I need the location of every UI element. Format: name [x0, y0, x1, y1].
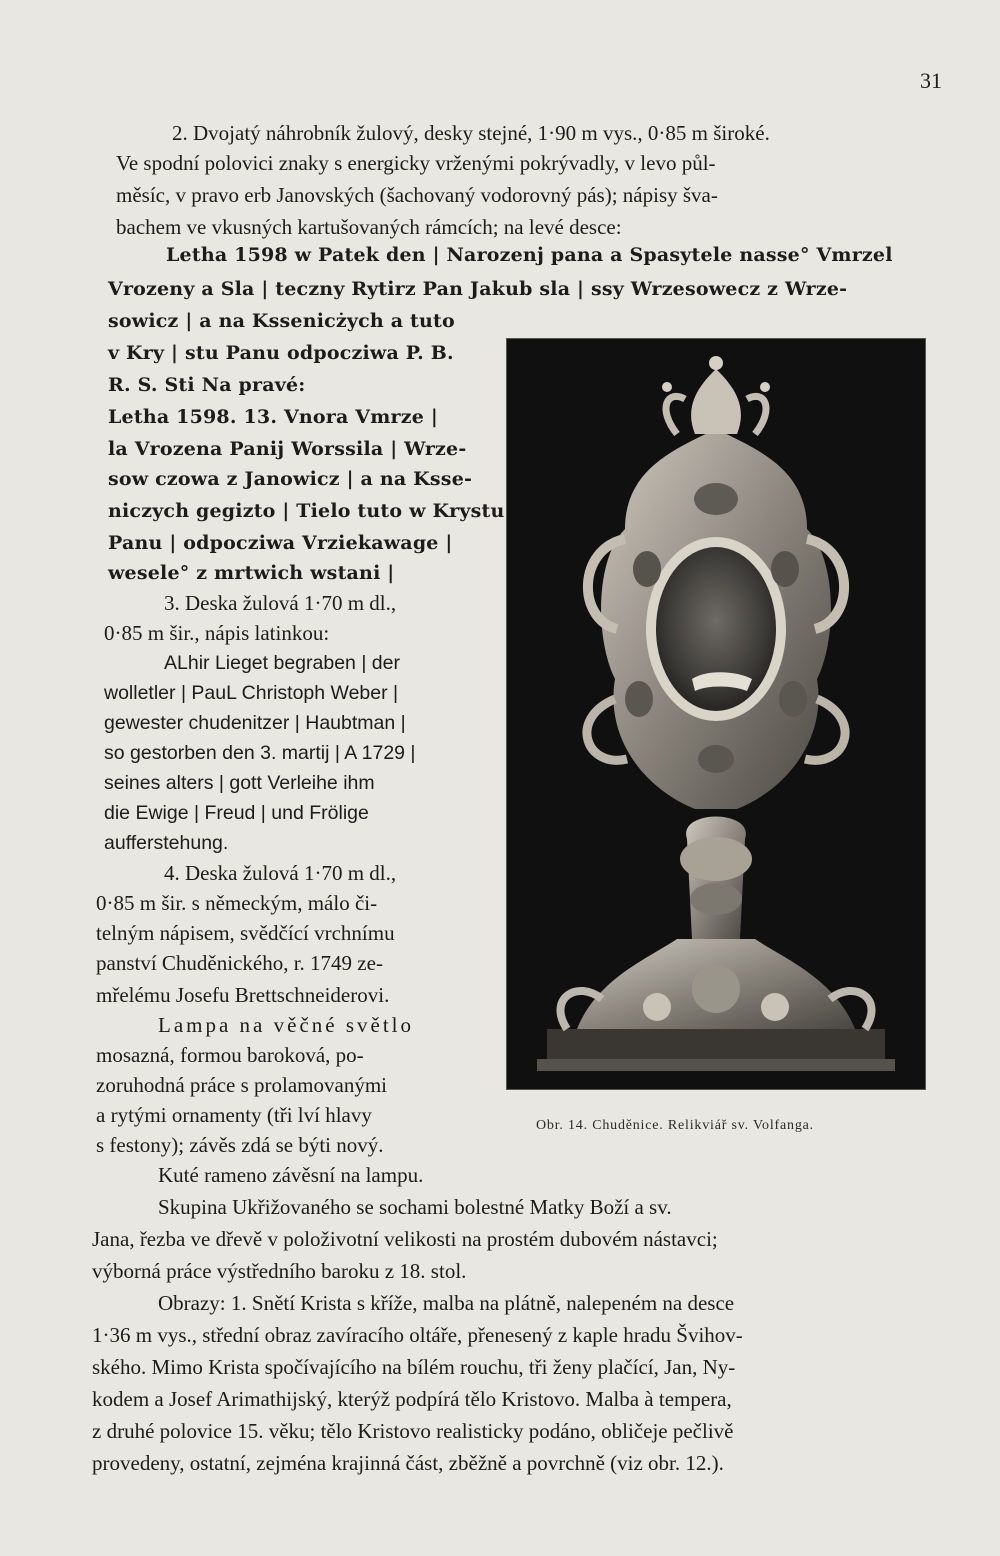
- text-line: Kuté rameno závěsní na lampu.: [158, 1163, 424, 1187]
- text-line: bachem ve vkusných kartušovaných rámcích; na levé desce:: [116, 215, 622, 239]
- text-line: 2. Dvojatý náhrobník žulový, desky stejné, 1·90 m vys., 0·85 m široké.: [172, 121, 770, 145]
- text-line: panství Chuděnického, r. 1749 ze-: [96, 951, 383, 975]
- inscription-line: aufferstehung.: [104, 832, 229, 854]
- text-line: provedeny, ostatní, zejména krajinná část, zběžně a povrchně (viz obr. 12.).: [92, 1451, 724, 1475]
- inscription-line: la Vrozena Panij Worssila | Wrze-: [108, 438, 467, 460]
- text-line: měsíc, v pravo erb Janovských (šachovaný vodorovný pás); nápisy šva-: [116, 183, 718, 207]
- text-line: s festony); závěs zdá se býti nový.: [96, 1133, 384, 1157]
- inscription-line: niczych gegizto | Tielo tuto w Krystu: [108, 500, 505, 522]
- text-line: 1·36 m vys., střední obraz zavíracího oltáře, přenesený z kaple hradu Švihov-: [92, 1323, 743, 1347]
- reliquary-photo: [506, 338, 926, 1090]
- inscription-line: seines alters | gott Verleihe ihm: [104, 772, 375, 794]
- inscription-line: gewester chudenitzer | Haubtman |: [104, 712, 406, 734]
- text-line: Ve spodní polovici znaky s energicky vrženými pokrývadly, v levo půl-: [116, 151, 716, 175]
- inscription-line: wolletler | PauL Christoph Weber |: [104, 682, 399, 704]
- text-line: 0·85 m šir., nápis latinkou:: [104, 621, 330, 645]
- inscription-line: Letha 1598 w Patek den | Narozenj pana a Spasytele nasse° Vmrzel: [166, 244, 893, 266]
- text-line: 3. Deska žulová 1·70 m dl.,: [164, 591, 397, 615]
- text-line: mřelému Josefu Brettschneiderovi.: [96, 983, 390, 1007]
- inscription-line: so gestorben den 3. martij | A 1729 |: [104, 742, 416, 764]
- text-line: 0·85 m šir. s německým, málo či-: [96, 891, 378, 915]
- text-line: telným nápisem, svědčící vrchnímu: [96, 921, 395, 945]
- text-line: ského. Mimo Krista spočívajícího na bílém rouchu, tři ženy plačící, Jan, Ny-: [92, 1355, 736, 1379]
- inscription-line: wesele° z mrtwich wstani |: [108, 562, 395, 584]
- inscription-line: die Ewige | Freud | und Frölige: [104, 802, 369, 824]
- inscription-line: sowicz | a na Kssenicżych a tuto: [108, 310, 455, 332]
- page-number: 31: [920, 68, 942, 93]
- text-line: Lampa na věčné světlo: [158, 1013, 414, 1037]
- text-line: 4. Deska žulová 1·70 m dl.,: [164, 861, 397, 885]
- text-line: Obrazy: 1. Snětí Krista s kříže, malba na plátně, nalepeném na desce: [158, 1291, 735, 1315]
- text-line: mosazná, formou baroková, po-: [96, 1043, 364, 1067]
- inscription-line: ALhir Lieget begraben | der: [164, 652, 400, 674]
- text-line: kodem a Josef Arimathijský, kterýž podpírá tělo Kristovo. Malba à tempera,: [92, 1387, 732, 1411]
- text-line: Skupina Ukřižovaného se sochami bolestné Matky Boží a sv.: [158, 1195, 672, 1219]
- figure-caption: Obr. 14. Chuděnice. Relikviář sv. Volfanga.: [536, 1118, 814, 1133]
- text-line: zoruhodná práce s prolamovanými: [96, 1073, 387, 1097]
- inscription-line: v Kry | stu Panu odpocziwa P. B.: [108, 342, 454, 364]
- text-line: a rytými ornamenty (tři lví hlavy: [96, 1103, 372, 1127]
- inscription-line: Panu | odpocziwa Vrziekawage |: [108, 532, 453, 554]
- inscription-line: Letha 1598. 13. Vnora Vmrze |: [108, 406, 438, 428]
- inscription-line: Vrozeny a Sla | teczny Rytirz Pan Jakub sla | ssy Wrzesowecz z Wrze-: [108, 278, 848, 300]
- inscription-line: R. S. Sti Na pravé:: [108, 374, 306, 396]
- text-line: Jana, řezba ve dřevě v položivotní velikosti na prostém dubovém nástavci;: [92, 1227, 718, 1251]
- text-line: z druhé polovice 15. věku; tělo Kristovo realisticky podáno, obličeje pečlivě: [92, 1419, 734, 1443]
- inscription-line: sow czowa z Janowicz | a na Ksse-: [108, 468, 473, 490]
- text-line: výborná práce výstředního baroku z 18. stol.: [92, 1259, 467, 1283]
- reliquary-illustration: [507, 339, 925, 1089]
